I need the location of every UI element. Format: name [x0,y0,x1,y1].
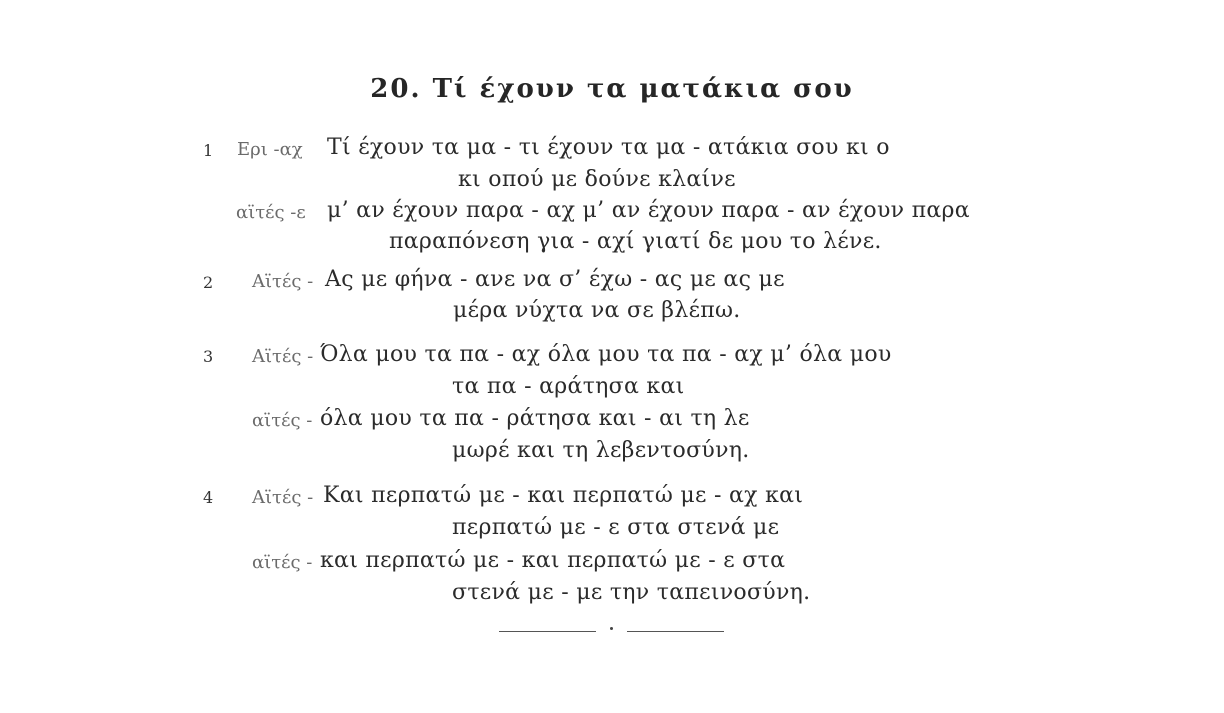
verse-number: 1 [203,141,214,160]
lyric-continuation: περπατώ με - ε στα στενά με [452,515,780,540]
lyric-line: όλα μου τα πα - ράτησα και - αι τη λε [320,406,750,431]
lyric-continuation: κι οπού με δούνε κλαίνε [458,167,736,192]
line-prefix: Ερι -αχ [237,139,303,160]
lyric-line: και περπατώ με - και περπατώ με - ε στα [320,548,786,573]
verse-number: 2 [203,273,214,292]
lyric-continuation: μέρα νύχτα να σε βλέπω. [453,298,741,323]
end-ornament-dot [610,627,613,630]
verse-number: 4 [203,488,214,507]
end-rule-left [499,631,596,632]
line-prefix: Αϊτές - [252,271,314,292]
lyric-line: μ’ αν έχουν παρα - αχ μ’ αν έχουν παρα - αν έχουν παρα [327,198,970,223]
song-title: 20. Τί έχουν τα ματάκια σου [370,74,854,104]
line-prefix: Αϊτές - [252,487,314,508]
end-rule-right [627,631,724,632]
verse-number: 3 [203,347,214,366]
lyric-line: Όλα μου τα πα - αχ όλα μου τα πα - αχ μ’ όλα μου [320,342,892,367]
line-prefix: αϊτές - [252,410,313,431]
lyric-line: Τί έχουν τα μα - τι έχουν τα μα - ατάκια σου κι ο [327,135,890,160]
line-prefix: Αϊτές - [252,346,314,367]
lyric-continuation: μωρέ και τη λεβεντοσύνη. [452,438,750,463]
lyric-continuation: παραπόνεση για - αχί γιατί δε μου το λένε. [389,229,882,254]
lyric-continuation: τα πα - αράτησα και [452,374,685,399]
lyric-line: Και περπατώ με - και περπατώ με - αχ και [323,483,804,508]
line-prefix: αϊτές -ε [236,202,306,223]
lyric-continuation: στενά με - με την ταπεινοσύνη. [452,580,811,605]
lyric-line: Ας με φήνα - ανε να σ’ έχω - ας με ας με [325,267,785,292]
line-prefix: αϊτές - [252,552,313,573]
